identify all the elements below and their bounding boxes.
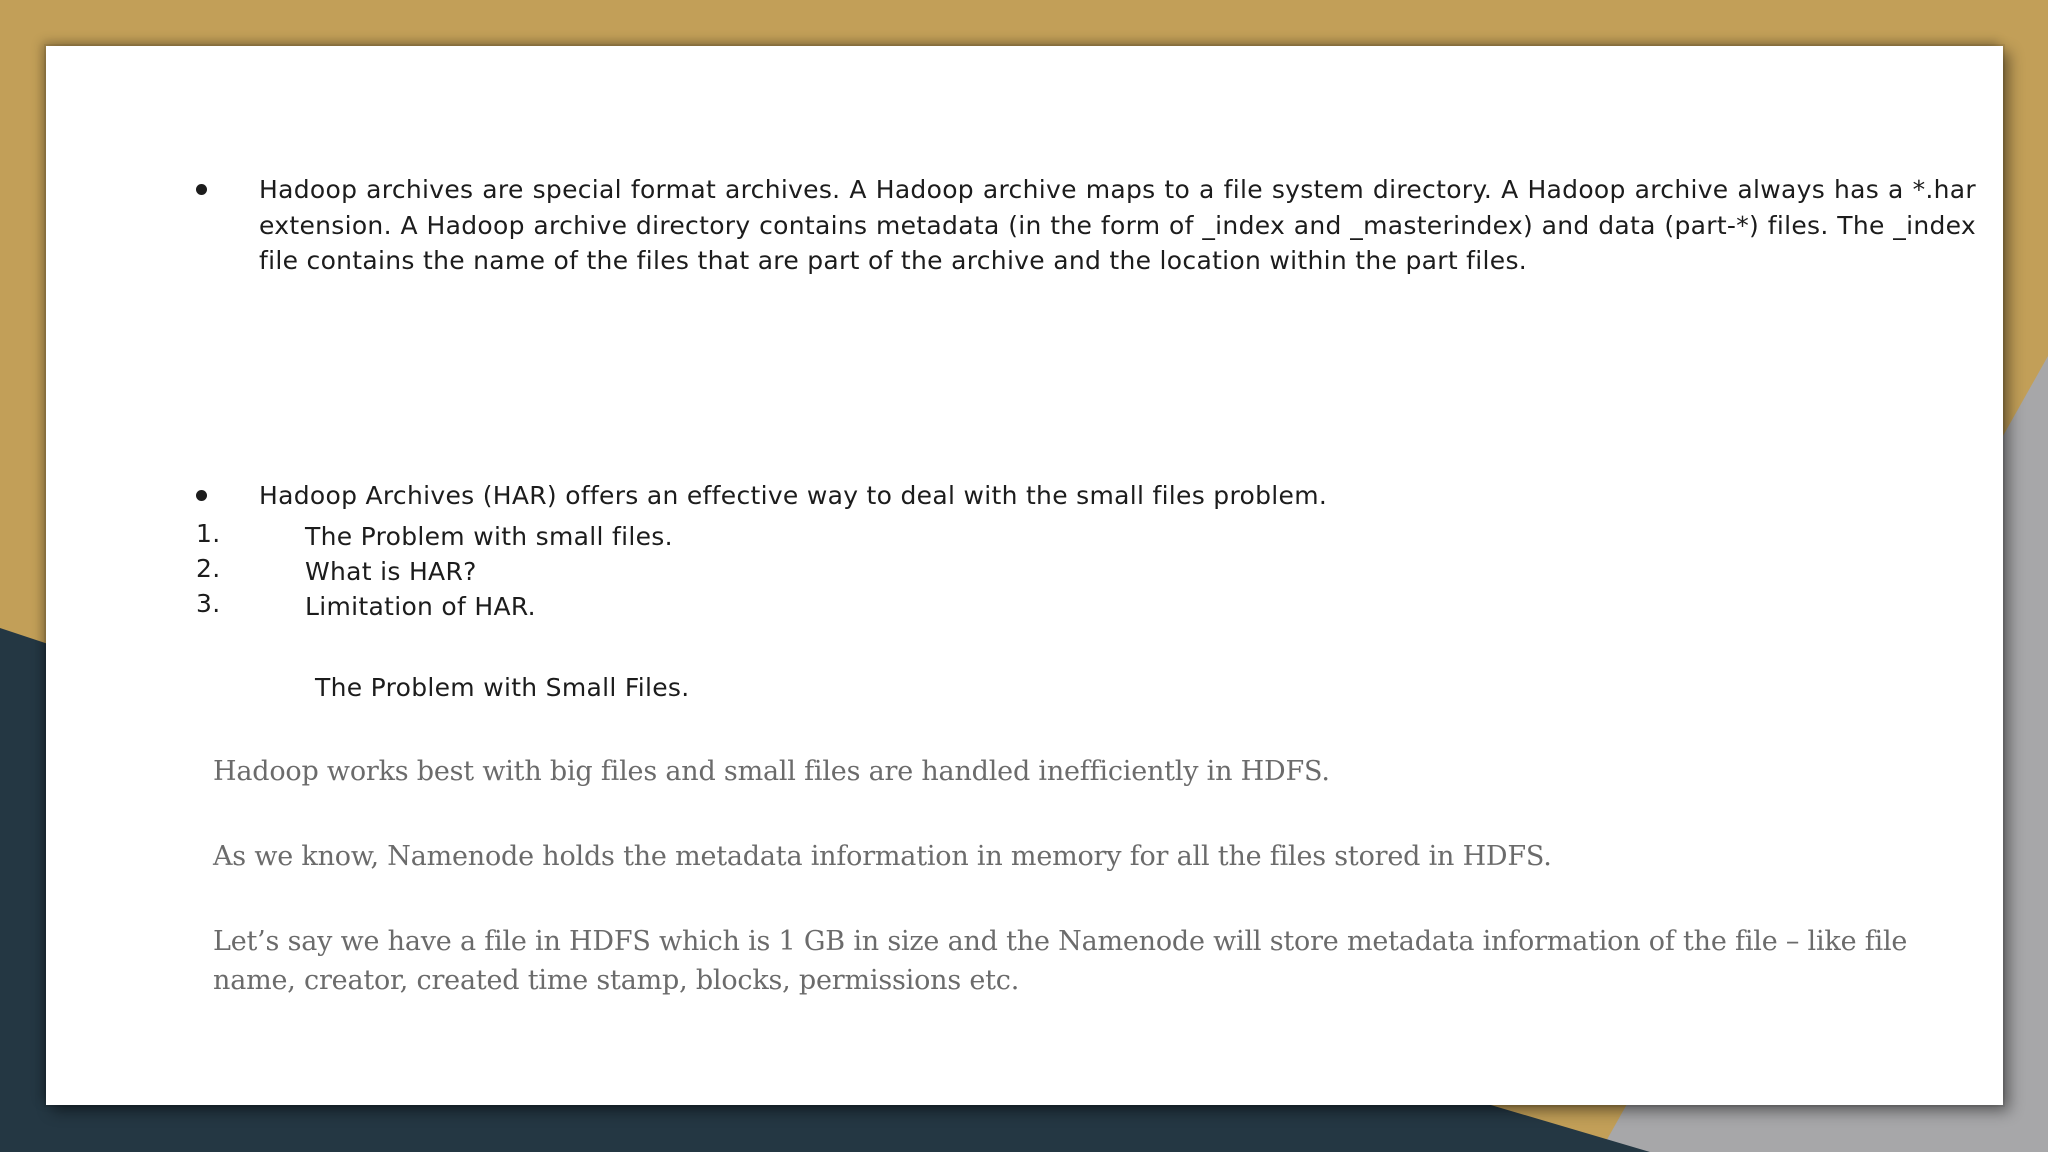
body-paragraph: Hadoop works best with big files and small files are handled inefficiently in HDFS. bbox=[213, 756, 1330, 787]
har-intro-text: Hadoop archives are special format archives. A Hadoop archive maps to a file system directory. A Hadoop archive always has a *.har extension. A Hadoop archive directory contains metadata (in the form of _index and _masterindex) and data (part-*) files. The _index file contains the name of the files that are part of the archive and the location within the part files. bbox=[259, 175, 1976, 275]
body-paragraph: As we know, Namenode holds the metadata information in memory for all the files stored in HDFS. bbox=[213, 841, 1552, 872]
har-offers-text: Hadoop Archives (HAR) offers an effective way to deal with the small files problem. bbox=[259, 481, 1328, 510]
body-paragraph: Let’s say we have a file in HDFS which is 1 GB in size and the Namenode will store metadata information of the file – like file name, creator, created time stamp, blocks, permissions etc. bbox=[213, 926, 1908, 996]
list-item-text: Limitation of HAR. bbox=[305, 592, 536, 621]
list-number: 1. bbox=[196, 519, 221, 548]
bullet-item-har-offers bbox=[150, 478, 1327, 514]
slide-page bbox=[46, 46, 2003, 1105]
list-item-text: The Problem with small files. bbox=[305, 522, 673, 551]
bullet-marker bbox=[150, 172, 259, 279]
section-subheading: The Problem with Small Files. bbox=[315, 673, 690, 702]
list-item bbox=[150, 554, 477, 590]
list-item-text: What is HAR? bbox=[305, 557, 477, 586]
bullet-dot-icon bbox=[196, 490, 207, 501]
bullet-dot-icon bbox=[196, 184, 207, 195]
list-item bbox=[150, 589, 536, 625]
list-item bbox=[150, 519, 673, 555]
list-number: 2. bbox=[196, 554, 221, 583]
bullet-marker bbox=[150, 478, 259, 514]
list-number: 3. bbox=[196, 589, 221, 618]
bullet-item-har-intro bbox=[150, 172, 1976, 279]
